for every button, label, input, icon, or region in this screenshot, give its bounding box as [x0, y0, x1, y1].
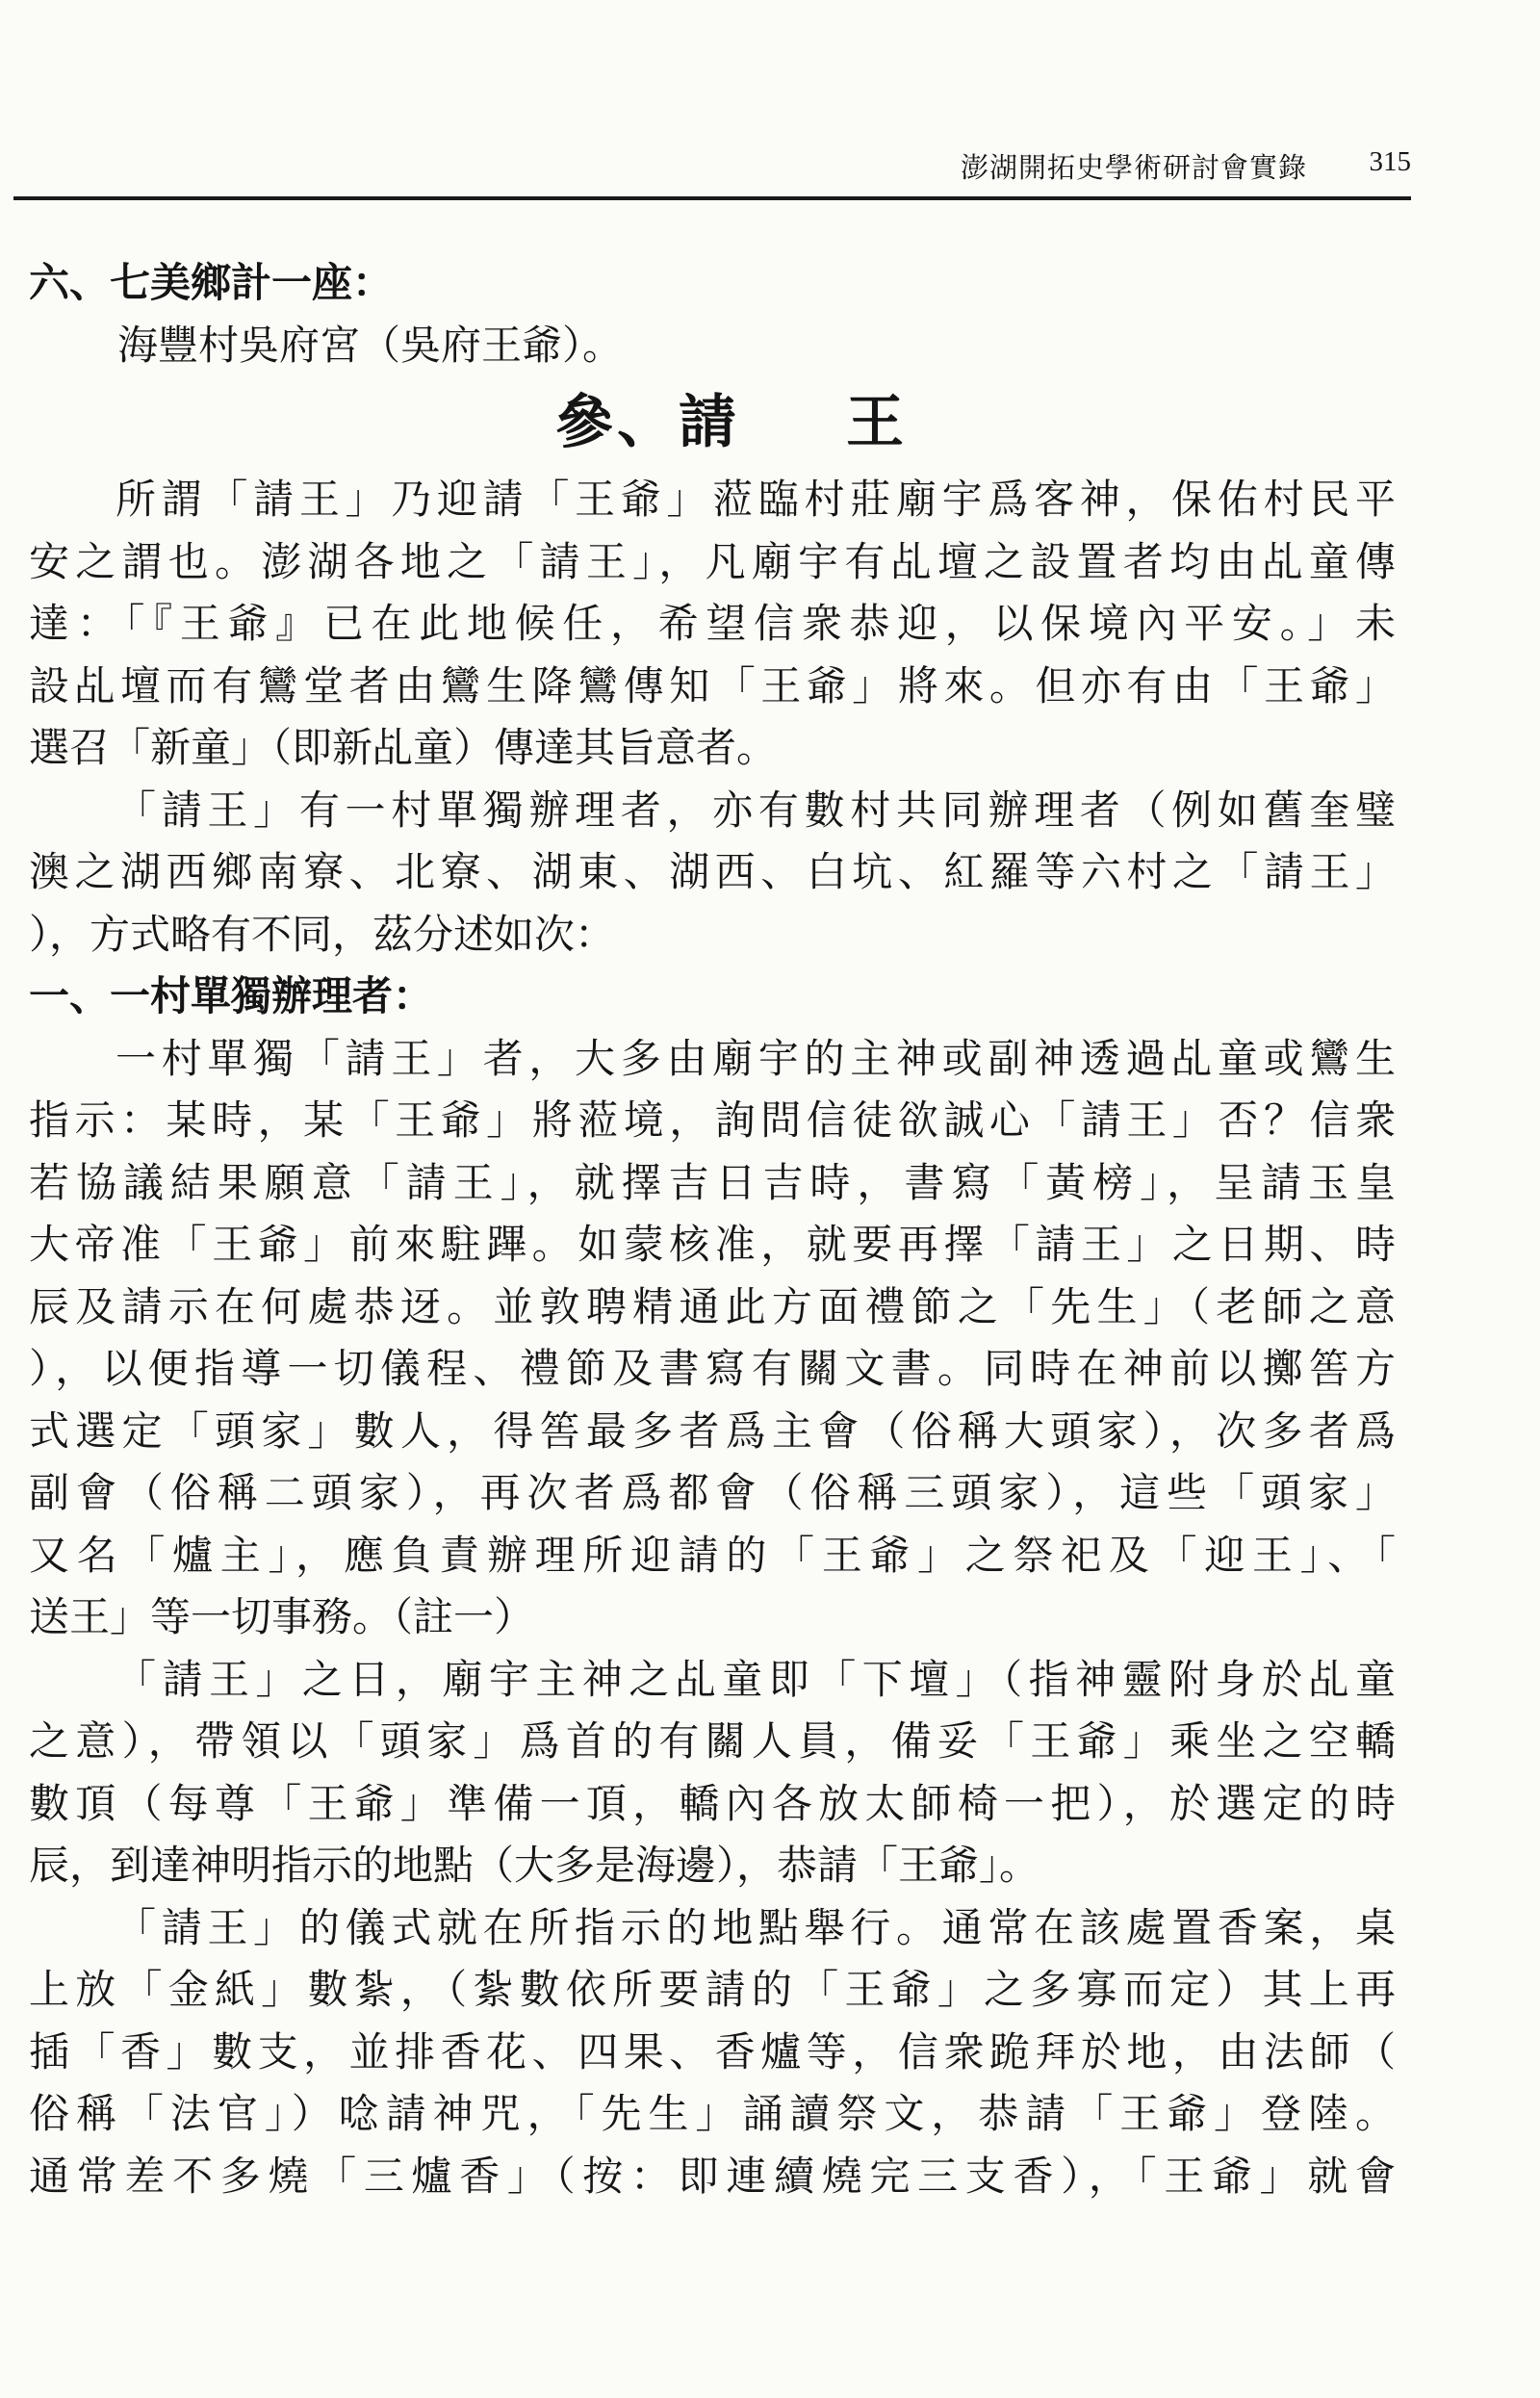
text-line: 插「香」數支，並排香花、四果、香爐等，信衆跪拜於地，由法師（ — [29, 2027, 1396, 2076]
text-line: 「請王」的儀式就在所指示的地點舉行。通常在該處置香案，桌 — [116, 1903, 1396, 1951]
text-line: 副會（俗稱二頭家），再次者爲都會（俗稱三頭家），這些「頭家」 — [29, 1469, 1396, 1516]
text-line: 辰及請示在何處恭迓。並敦聘精通此方面禮節之「先生」（老師之意 — [29, 1282, 1396, 1330]
text-line: 所謂「請王」乃迎請「王爺」蒞臨村莊廟宇爲客神，保佑村民平 — [116, 476, 1396, 523]
text-line: 「請王」有一村單獨辦理者，亦有數村共同辦理者（例如舊奎璧 — [116, 786, 1396, 834]
chapter-title-part: 參、請 — [555, 389, 740, 456]
section-heading: 六、七美鄉計一座： — [29, 259, 394, 306]
paragraph — [29, 1028, 1396, 1649]
page-body — [29, 252, 1396, 2207]
journal-title: 澎湖開拓史學術研討會實錄 — [960, 151, 1307, 184]
text-line: 設乩壇而有鸞堂者由鸞生降鸞傳知「王爺」將來。但亦有由「王爺」 — [29, 661, 1396, 709]
text-line: 安之謂也。澎湖各地之「請王」，凡廟宇有乩壇之設置者均由乩童傳 — [29, 537, 1396, 585]
text-line: 數頂（每尊「王爺」準備一頂，轎內各放太師椅一把），於選定的時 — [29, 1779, 1396, 1827]
text-line: 辰，到達神明指示的地點（大多是海邊），恭請「王爺」。 — [29, 1842, 1040, 1889]
page-number: 315 — [1369, 146, 1411, 177]
chapter-title — [29, 376, 1396, 469]
paragraph — [29, 1897, 1396, 2208]
list-item: 海豐村吳府宮（吳府王爺）。 — [117, 321, 624, 369]
text-line: 大帝准「王爺」前來駐蹕。如蒙核准，就要再擇「請王」之日期、時 — [29, 1221, 1396, 1268]
text-line: 上放「金紙」數紮，（紮數依所要請的「王爺」之多寡而定）其上再 — [29, 1966, 1396, 2013]
text-line: 指示：某時，某「王爺」將蒞境，詢問信徒欲誠心「請王」否？信衆 — [29, 1096, 1396, 1144]
text-line: 選召「新童」（即新乩童）傳達其旨意者。 — [29, 724, 778, 771]
text-line: 又名「爐主」，應負責辦理所迎請的「王爺」之祭祀及「迎王」、「 — [29, 1531, 1396, 1579]
text-line: 俗稱「法官」）唸請神咒，「先生」誦讀祭文，恭請「王爺」登陸。 — [29, 2090, 1396, 2137]
paragraph — [29, 1649, 1396, 1897]
text-line: ），以便指導一切儀程、禮節及書寫有關文書。同時在神前以擲筶方 — [29, 1345, 1396, 1392]
text-line: 一村單獨「請王」者，大多由廟宇的主神或副神透過乩童或鸞生 — [116, 1034, 1396, 1082]
text-line: 通常差不多燒「三爐香」（按：即連續燒完三支香），「王爺」就會 — [29, 2152, 1396, 2200]
text-line: 澳之湖西鄉南寮、北寮、湖東、湖西、白坑、紅羅等六村之「請王」 — [29, 848, 1396, 895]
chapter-title-part: 王 — [846, 389, 908, 456]
text-line: 達：「『王爺』已在此地候任，希望信衆恭迎，以保境內平安。」未 — [29, 600, 1396, 647]
text-line: ），方式略有不同，茲分述如次： — [29, 910, 616, 958]
text-line: 式選定「頭家」數人，得筶最多者爲主會（俗稱大頭家），次多者爲 — [29, 1406, 1396, 1455]
text-line: 若協議結果願意「請王」，就擇吉日吉時，書寫「黃榜」，呈請玉皇 — [29, 1158, 1396, 1206]
paragraph — [29, 780, 1396, 967]
subsection-heading: 一、一村單獨辦理者： — [29, 972, 434, 1019]
text-line: 之意），帶領以「頭家」爲首的有關人員，備妥「王爺」乘坐之空轎 — [29, 1717, 1396, 1765]
running-header — [13, 144, 1411, 200]
text-line: 「請王」之日，廟宇主神之乩童即「下壇」（指神靈附身於乩童 — [116, 1655, 1396, 1703]
text-line: 送王」等一切事務。（註一） — [29, 1593, 535, 1640]
paragraph — [29, 469, 1396, 780]
